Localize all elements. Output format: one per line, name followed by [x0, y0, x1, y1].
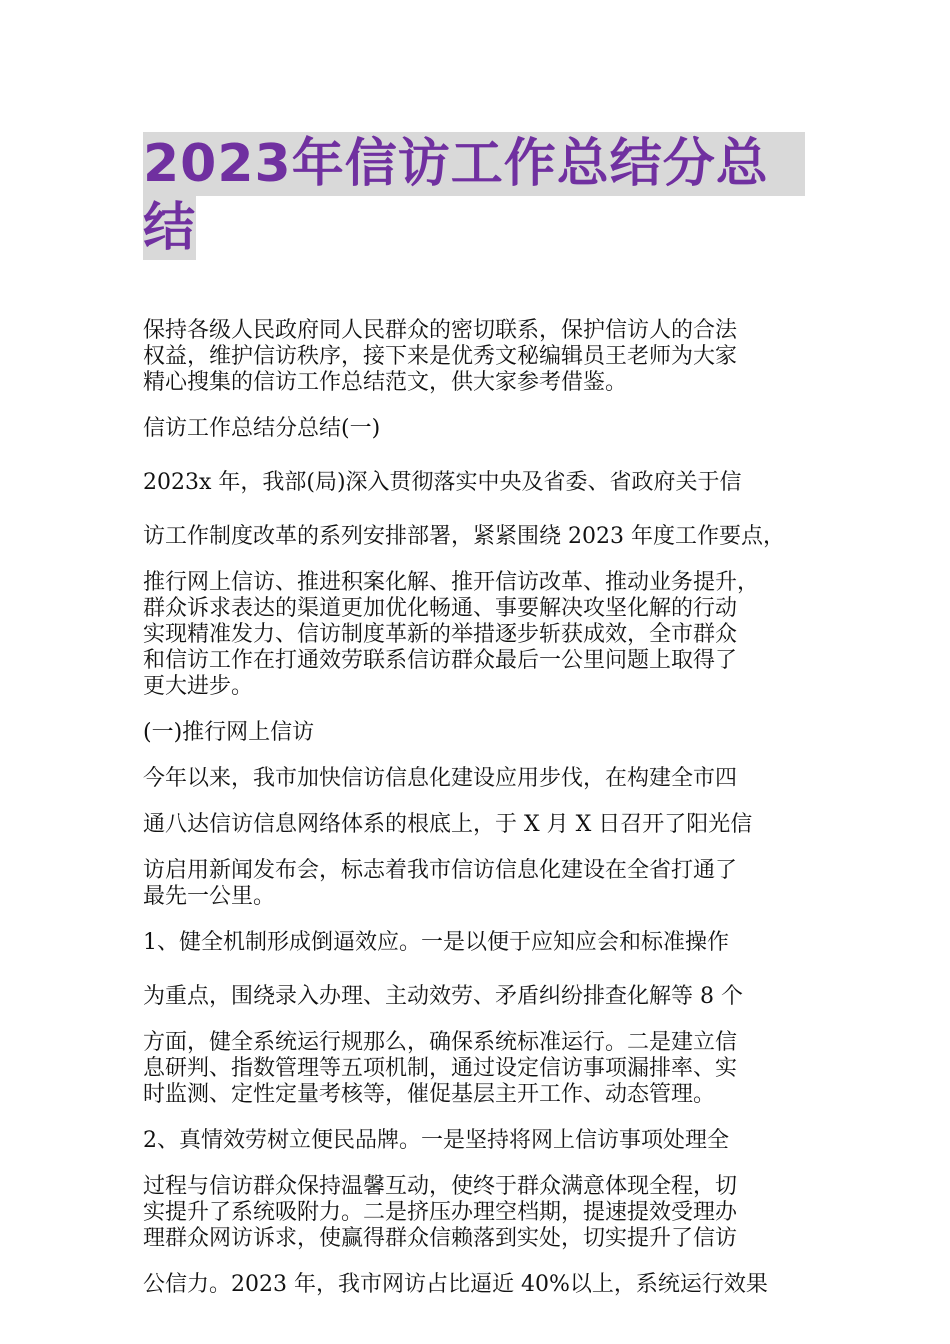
- paragraph-line: 1、健全机制形成倒逼效应。一是以便于应知应会和标准操作: [143, 930, 729, 955]
- paragraph-line: 通八达信访信息网络体系的根底上，于 X 月 X 日召开了阳光信: [143, 812, 753, 837]
- paragraph-line: 2023x 年，我部(局)深入贯彻落实中央及省委、省政府关于信: [143, 470, 742, 495]
- paragraph-line: 实提升了系统吸附力。二是挤压办理空档期，提速提效受理办: [143, 1200, 738, 1225]
- paragraph-line: 过程与信访群众保持温馨互动，使终于群众满意体现全程，切: [143, 1174, 738, 1199]
- paragraph-line: 推行网上信访、推进积案化解、推开信访改革、推动业务提升，: [143, 570, 760, 595]
- paragraph-line: 2、真情效劳树立便民品牌。一是坚持将网上信访事项处理全: [143, 1128, 729, 1153]
- intro-line: 保持各级人民政府同人民群众的密切联系，保护信访人的合法: [143, 318, 738, 343]
- paragraph-line: 时监测、定性定量考核等，催促基层主开工作、动态管理。: [143, 1082, 716, 1107]
- title-line-1: 2023年信访工作总结分总: [143, 132, 805, 196]
- paragraph-line: 群众诉求表达的渠道更加优化畅通、事要解决攻坚化解的行动: [143, 596, 738, 621]
- paragraph-line: 访工作制度改革的系列安排部署，紧紧围绕 2023 年度工作要点，: [143, 524, 785, 549]
- paragraph-line: 最先一公里。: [143, 884, 276, 909]
- intro-line: 权益，维护信访秩序，接下来是优秀文秘编辑员王老师为大家: [143, 344, 738, 369]
- title-line-2: 结: [143, 198, 197, 258]
- intro-line: 精心搜集的信访工作总结范文，供大家参考借鉴。: [143, 370, 628, 395]
- paragraph-line: 更大进步。: [143, 674, 254, 699]
- paragraph-line: 息研判、指数管理等五项机制，通过设定信访事项漏排率、实: [143, 1056, 738, 1081]
- paragraph-line: 方面，健全系统运行规那么，确保系统标准运行。二是建立信: [143, 1030, 738, 1055]
- paragraph-line: 为重点，围绕录入办理、主动效劳、矛盾纠纷排查化解等 8 个: [143, 984, 743, 1009]
- paragraph-line: 今年以来，我市加快信访信息化建设应用步伐，在构建全市四: [143, 766, 738, 791]
- paragraph-line: 公信力。2023 年，我市网访占比逼近 40%以上，系统运行效果: [143, 1272, 768, 1297]
- paragraph-line: 理群众网访诉求，使赢得群众信赖落到实处，切实提升了信访: [143, 1226, 738, 1251]
- document-title: [143, 132, 813, 260]
- section-subtitle: 信访工作总结分总结(一): [143, 416, 381, 441]
- paragraph-line: 实现精准发力、信访制度革新的举措逐步斩获成效，全市群众: [143, 622, 738, 647]
- paragraph-line: 和信访工作在打通效劳联系信访群众最后一公里问题上取得了: [143, 648, 738, 673]
- paragraph-line: 访启用新闻发布会，标志着我市信访信息化建设在全省打通了: [143, 858, 738, 883]
- document-body: [143, 318, 808, 1298]
- section-heading: (一)推行网上信访: [143, 720, 315, 745]
